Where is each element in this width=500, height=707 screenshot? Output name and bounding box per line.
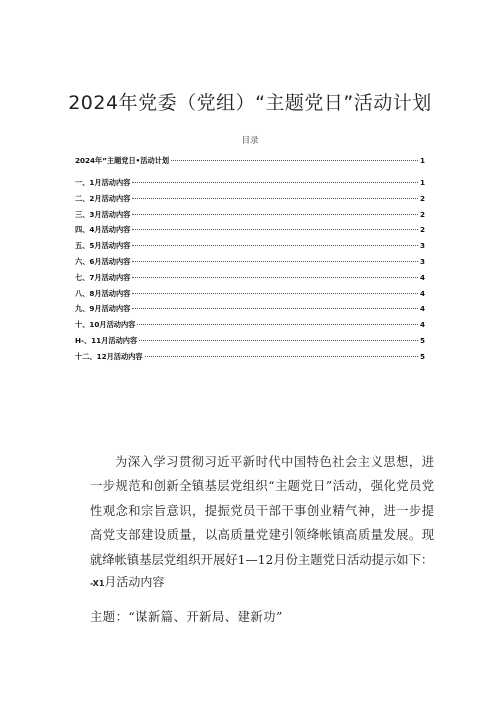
toc-entry[interactable] (75, 156, 425, 178)
toc-entry-label: 十二、12月活动内容 (75, 351, 143, 361)
toc-entry-page: 2 (419, 225, 425, 235)
toc-leader-dots (137, 324, 418, 325)
toc-entry-page: 1 (419, 156, 425, 165)
toc-entry[interactable] (75, 194, 425, 210)
month-heading-text: 月活动内容 (104, 575, 165, 589)
toc-leader-dots (132, 277, 418, 278)
toc-leader-dots (139, 340, 418, 341)
toc-entry-label: 十、10月活动内容 (75, 320, 136, 330)
toc-entry[interactable] (75, 336, 425, 352)
toc-entry-page: 3 (419, 241, 425, 251)
toc-entry-label: 六、6月活动内容 (75, 256, 131, 266)
toc-entry[interactable] (75, 320, 425, 336)
toc-heading: 目录 (241, 136, 259, 146)
toc-entry[interactable] (75, 178, 425, 194)
toc-leader-dots (132, 245, 418, 246)
toc-entry[interactable] (75, 273, 425, 289)
toc-entry-label: 五、5月活动内容 (75, 241, 131, 251)
toc-leader-dots (132, 293, 418, 294)
intro-paragraph: 为深入学习贯彻习近平新时代中国特色社会主义思想，进一步规范和创新全镇基层党组织“主题党日”活动，强化党员党性观念和宗旨意识，提振党员干部干事创业精气神，进一步提高党支部建设质量，以高质量党建引领绛帐镇高质量发展。现就绛帐镇基层党组织开展好1—12月份主题党日活动提示如下： (90, 455, 434, 567)
toc-leader-dots (132, 308, 418, 309)
toc-entry-label: H-、11月活动内容 (75, 335, 138, 345)
toc-entry[interactable] (75, 289, 425, 305)
toc-leader-dots (132, 214, 418, 215)
toc-leader-dots (171, 160, 418, 161)
toc-entry-page: 1 (419, 178, 425, 187)
toc-entry[interactable] (75, 304, 425, 320)
toc-entry-label: 三、3月活动内容 (75, 209, 131, 219)
toc-entry[interactable] (75, 352, 425, 368)
toc-entry-label: 二、2月活动内容 (75, 193, 131, 203)
toc-leader-dots (132, 198, 418, 199)
toc-entry-page: 5 (419, 335, 425, 345)
toc-entry-label: 九、9月活动内容 (75, 304, 131, 314)
table-of-contents (75, 156, 425, 368)
toc-entry-label: 八、8月活动内容 (75, 288, 131, 298)
document-title: 2024年党委（党组）“主题党日”活动计划 (68, 92, 432, 114)
toc-leader-dots (132, 229, 418, 230)
toc-entry-page: 2 (419, 193, 425, 203)
toc-entry[interactable] (75, 225, 425, 241)
toc-entry-label: 七、7月活动内容 (75, 272, 131, 282)
toc-entry-label: 2024年”主题党日•活动计划 (75, 156, 170, 165)
theme-line: 主题：“谋新篇、开新局、建新功” (90, 610, 283, 624)
toc-entry[interactable] (75, 210, 425, 226)
toc-entry[interactable] (75, 241, 425, 257)
toc-leader-dots (132, 261, 418, 262)
toc-entry-page: 3 (419, 256, 425, 266)
toc-entry[interactable] (75, 257, 425, 273)
toc-leader-dots (145, 356, 418, 357)
toc-entry-label: 四、4月活动内容 (75, 225, 131, 235)
toc-entry-page: 4 (419, 288, 425, 298)
toc-entry-page: 4 (419, 304, 425, 314)
toc-entry-page: 2 (419, 209, 425, 219)
toc-entry-page: 5 (419, 351, 425, 361)
toc-entry-page: 4 (419, 272, 425, 282)
month-heading-prefix: -X1 (90, 579, 105, 588)
toc-entry-page: 4 (419, 320, 425, 330)
toc-leader-dots (132, 182, 418, 183)
month-section-heading (90, 573, 164, 590)
toc-entry-label: 一、1月活动内容 (75, 178, 131, 187)
